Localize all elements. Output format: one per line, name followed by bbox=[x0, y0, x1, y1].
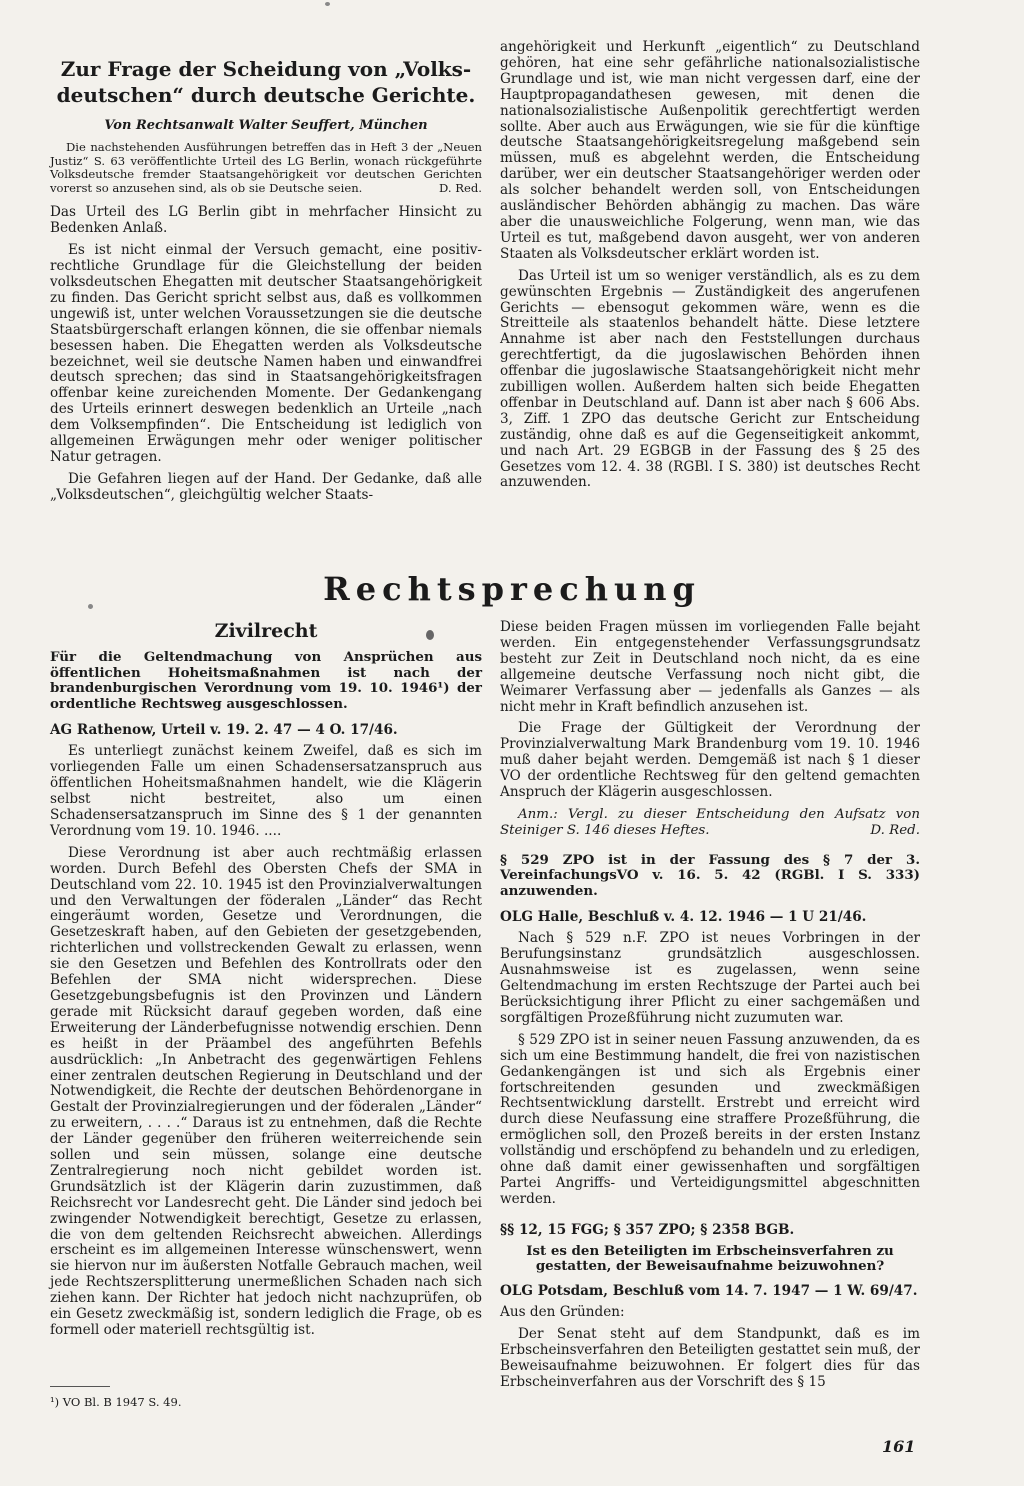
article-left-column bbox=[50, 48, 482, 510]
editor-note-text: Die nachstehenden Ausführungen betreffen das in Heft 3 der „Neuen Justiz“ S. 63 veröffentlichte Urteil des LG Berlin, wonach rückgeführte Volksdeutsche fremder Staatsangehörigkeit vor deutschen Gerichten vorerst so anzusehen sind, als ob sie Deutsche seien. bbox=[50, 140, 482, 195]
case2-paragraph: § 529 ZPO ist in seiner neuen Fassung anzuwenden, da es sich um eine Bestimmung handelt, die frei von nazistischen Gedankengängen ist und sich als Ergebnis einer fortschreitenden gesunden und zweckmäßigen Rechtsentwicklung darstellt. Erstrebt und erreicht wird durch diese Neufassung eine straffere Prozeßführung, die ermöglichen soll, den Prozeß bereits in der ersten Instanz vollständig und erschöpfend zu behandeln und zu erledigen, ohne daß damit einer gewissenhaften und sorgfältigen Partei Angriffs- und Verteidigungsmittel abgeschnitten werden. bbox=[500, 1031, 920, 1207]
footnote-rule bbox=[50, 1386, 110, 1387]
case1-paragraph: Diese beiden Fragen müssen im vorliegenden Falle bejaht werden. Ein entgegenstehender Verfassungsgrundsatz besteht zur Zeit in Deutschland noch nicht, da es eine allgemeine deutsche Verfassung noch nicht gibt, die Weimarer Verfassung aber — jedenfalls als Ganzes — als nicht mehr in Kraft befindlich anzusehen ist. bbox=[500, 619, 920, 715]
article-byline: Von Rechtsanwalt Walter Seuffert, München bbox=[104, 118, 428, 133]
case3-court: OLG Potsdam, Beschluß vom 14. 7. 1947 — 1 W. 69/47. bbox=[500, 1282, 918, 1299]
article-paragraph: Es ist nicht einmal der Versuch gemacht, eine positiv-rechtliche Grundlage für die Gleichstellung der beiden volksdeutschen Ehegatten mit deutscher Staatsangehörigkeit zu finden. Das Gericht spricht selbst aus, daß es vollkommen ungewiß ist, unter welchen Voraussetzungen sie die deutsche Staatsbürgerschaft erlangen können, die sie offenbar niemals besessen haben. Die Ehegatten werden als Volksdeutsche bezeichnet, weil sie deutsche Namen haben und einwandfrei deutsch sprechen; das sind in Staatsangehörigkeitsfragen offenbar keine zureichenden Momente. Der Gedankengang des Urteils erinnert deswegen bedenklich an Urteile „nach dem Volksempfinden“. Die Entscheidung ist lediglich von allgemeinen Erwägungen mehr oder weniger politischer Natur getragen. bbox=[50, 242, 482, 465]
subsection-title: Zivilrecht bbox=[214, 620, 318, 642]
case3-paragraph: Der Senat steht auf dem Standpunkt, daß es im Erbscheinsverfahren den Beteiligten gestattet sein muß, der Beweisaufnahme beizuwohnen. Er folgert dies für das Erbscheinverfahren aus der Vorschrift des § 15 bbox=[500, 1325, 920, 1390]
scan-speck bbox=[88, 604, 93, 609]
case-left-column bbox=[50, 620, 482, 1345]
footnote: ¹) VO Bl. B 1947 S. 49. bbox=[50, 1395, 182, 1409]
case2-headnote: § 529 ZPO ist in der Fassung des § 7 der 3. VereinfachungsVO v. 16. 5. 42 (RGBl. I S. 333) anzuwenden. bbox=[500, 851, 920, 899]
case1-paragraph: Die Frage der Gültigkeit der Verordnung der Provinzialverwaltung Mark Brandenburg vom 19. 10. 1946 muß daher bejaht werden. Demgemäß ist nach § 1 dieser VO der ordentliche Rechtsweg für den geltend gemachten Anspruch der Klägerin ausgeschlossen. bbox=[500, 720, 920, 801]
article-paragraph: Das Urteil des LG Berlin gibt in mehrfacher Hinsicht zu Bedenken Anlaß. bbox=[50, 204, 482, 237]
article-paragraph: Das Urteil ist um so weniger verständlich, als es zu dem gewünschten Ergebnis — Zuständigkeit des angerufenen Gerichts — ebensogut gekommen wäre, wenn es die Streitteile als staatenlos behandelt hätte. Diese letztere Annahme ist aber nach den Feststellungen durchaus gerechtfertigt, da die jugoslawischen Behörden ihnen offenbar die jugoslawische Staatsangehörigkeit nicht mehr zubilligen wollen. Außerdem halten sich beide Ehegatten offenbar in Deutschland auf. Dann ist aber nach § 606 Abs. 3, Ziff. 1 ZPO das deutsche Gericht zur Entscheidung zuständig, ohne daß es auf die Gegenseitigkeit ankommt, und nach Art. 29 EGBGB in der Fassung des § 25 des Gesetzes vom 12. 4. 38 (RGBl. I S. 380) ist deutsches Recht anzuwenden. bbox=[500, 267, 920, 491]
editor-signature: D. Red. bbox=[439, 180, 482, 195]
case3-statutes: §§ 12, 15 FGG; § 357 ZPO; § 2358 BGB. bbox=[500, 1221, 795, 1238]
article-right-column bbox=[500, 40, 920, 497]
scan-speck bbox=[426, 630, 434, 640]
case3-question: Ist es den Beteiligten im Erbscheinsverfahren zu gestatten, der Beweisaufnahme beizuwohnen? bbox=[526, 1242, 894, 1275]
case1-headnote: Für die Geltendmachung von Ansprüchen aus öffentlichen Hoheitsmaßnahmen ist nach der brandenburgischen Verordnung vom 19. 10. 1946¹) der ordentliche Rechtsweg ausgeschlossen. bbox=[50, 649, 482, 712]
case3-intro: Aus den Gründen: bbox=[500, 1303, 625, 1320]
editor-note bbox=[50, 141, 482, 195]
case1-annotation-signature: D. Red. bbox=[870, 822, 920, 838]
case1-paragraph: Es unterliegt zunächst keinem Zweifel, daß es sich im vorliegenden Falle um einen Schadensersatzanspruch aus öffentlichen Hoheitsmaßnahmen handelt, wie die Klägerin selbst nicht bestreitet, also um einen Schadensersatzanspruch im Sinne des § 1 der genannten Verordnung vom 19. 10. 1946. .... bbox=[50, 743, 482, 839]
case2-paragraph: Nach § 529 n.F. ZPO ist neues Vorbringen in der Berufungsinstanz grundsätzlich ausgeschlossen. Ausnahmsweise ist es zugelassen, wenn seine Geltendmachung im ersten Rechtszuge der Partei auch bei Berücksichtigung ihrer Pflicht zu einer sachgemäßen und sorgfältigen Prozeßführung nicht zuzumuten war. bbox=[500, 930, 920, 1026]
case-right-column bbox=[500, 620, 920, 1396]
case1-annotation-text: Anm.: Vergl. zu dieser Entscheidung den Aufsatz von Steiniger S. 146 dieses Heftes. bbox=[500, 806, 920, 838]
section-title: Rechtsprechung bbox=[323, 570, 701, 608]
scan-speck bbox=[325, 2, 330, 6]
article-paragraph: Die Gefahren liegen auf der Hand. Der Gedanke, daß alle „Volksdeutschen“, gleichgültig welcher Staats- bbox=[50, 470, 482, 503]
case1-court: AG Rathenow, Urteil v. 19. 2. 47 — 4 O. 17/46. bbox=[50, 722, 398, 739]
case1-paragraph: Diese Verordnung ist aber auch rechtmäßig erlassen worden. Durch Befehl des Obersten Chefs der SMA in Deutschland vom 22. 10. 1945 ist den Provinzialverwaltungen und den Verwaltungen der föderalen „Länder“ das Recht eingeräumt worden, Gesetze und Verordnungen, die Gesetzeskraft haben, auf den Gebieten der gesetzgebenden, richterlichen und vollstreckenden Gewalt zu erlassen, wenn sie den Gesetzen und Befehlen des Kontrollrats oder den Befehlen der SMA nicht widersprechen. Diese Gesetzgebungsbefugnis ist den Provinzen und Ländern gerade mit Rücksicht darauf gegeben worden, daß eine Erweiterung der Länderbefugnisse notwendig erschien. Denn es heißt in der Präambel des angeführten Befehls ausdrücklich: „In Anbetracht des gegenwärtigen Fehlens einer zentralen deutschen Regierung in Deutschland und der Notwendigkeit, die Rechte der deutschen Behördenorgane in Gestalt der Provinzialregierungen und der föderalen „Länder“ zu erweitern, . . . .“ Daraus ist zu entnehmen, daß die Rechte der Länder gegenüber den früheren weiterreichende sein sollen und sein müssen, solange eine deutsche Zentralregierung noch nicht gebildet worden ist. Grundsätzlich ist der Klägerin darin zuzustimmen, daß Reichsrecht vor Landesrecht geht. Die Länder sind jedoch bei zwingender Notwendigkeit berechtigt, Gesetze zu erlassen, die von dem geltenden Reichsrecht abweichen. Allerdings erscheint es im allgemeinen Interesse wünschenswert, wenn sie hiervon nur im äußersten Notfalle Gebrauch machen, weil jede Rechtszersplitterung unermeßlichen Schaden nach sich ziehen kann. Der Richter hat jedoch nicht nachzuprüfen, ob ein Gesetz zweckmäßig ist, sondern lediglich die Frage, ob es formell oder materiell rechtsgültig ist. bbox=[50, 844, 482, 1338]
article-paragraph: angehörigkeit und Herkunft „eigentlich“ zu Deutschland gehören, hat eine sehr gefährliche nationalsozialistische Grundlage und ist, wie man nicht vergessen darf, eine der Hauptpropagandathesen gewesen, mit denen die nationalsozialistische Außenpolitik gerechtfertigt werden sollte. Aber auch aus Erwägungen, wie sie für die künftige deutsche Staatsangehörigkeitsregelung maßgebend sein müssen, muß es abgelehnt werden, die Entscheidung darüber, wer ein deutscher Staatsangehöriger werden oder als solcher behandelt werden soll, von Entscheidungen ausländischer Behörden abhängig zu machen. Das wäre aber die unausweichliche Folgerung, wenn man, wie das Urteil es tut, maßgebend davon ausgeht, wer von anderen Staaten als Volksdeutscher erklärt worden ist. bbox=[500, 39, 920, 262]
article-title: Zur Frage der Scheidung von „Volks-deutschen“ durch deutsche Gerichte. bbox=[56, 57, 476, 107]
case1-annotation bbox=[500, 807, 920, 839]
case2-court: OLG Halle, Beschluß v. 4. 12. 1946 — 1 U 21/46. bbox=[500, 909, 867, 926]
page-number: 161 bbox=[882, 1437, 916, 1456]
